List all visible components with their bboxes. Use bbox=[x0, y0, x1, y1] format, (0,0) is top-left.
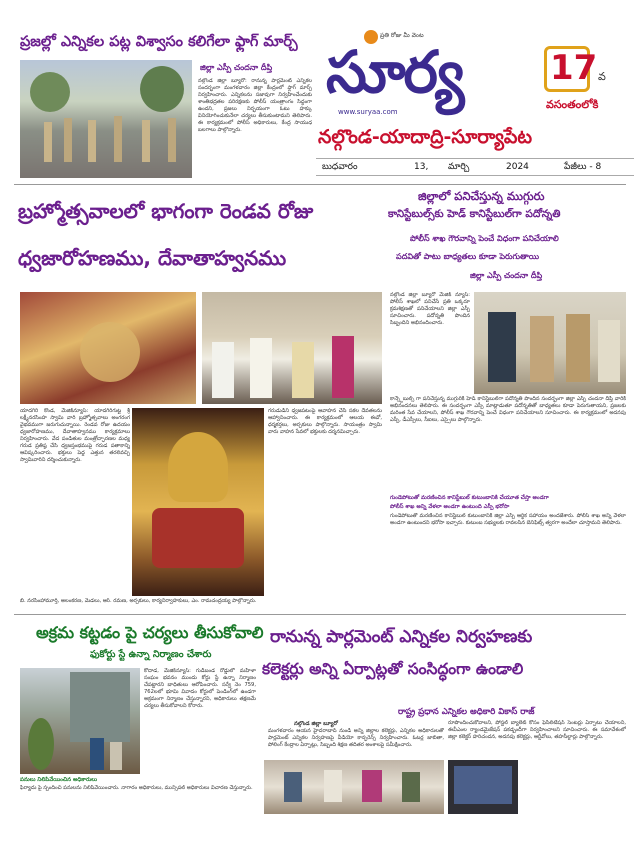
story2-photo-deity bbox=[132, 408, 264, 596]
anniversary-text: వసంతంలోకి bbox=[546, 98, 599, 111]
story3-photo bbox=[474, 292, 626, 394]
story2-photo-right bbox=[202, 292, 382, 404]
date-line bbox=[316, 158, 634, 176]
story5-body-right-tail bbox=[522, 760, 626, 814]
story2-footer: బి. నరసింహామూర్తి, అలంకరణ, మెడలు, ఆర్. రమణ, అర్చకులు, కార్యనిర్వాహకులు, ఎం. రామచంద్రయ్య పాల్గొన్నారు. bbox=[20, 598, 257, 604]
masthead-logo: సూర్య bbox=[326, 38, 463, 106]
story5-photo-screen bbox=[448, 760, 518, 814]
date-month: మార్చి bbox=[448, 162, 470, 172]
story1-headline: ప్రజల్లో ఎన్నికల పట్ల విశ్వాసం కలిగేలా ఫ్లాగ్ మార్చ్ bbox=[20, 34, 298, 50]
story3-headline-line2: కానిస్టేబుల్స్‌కు హెడ్ కానిస్టేబుల్‌గా పదోన్నతి bbox=[388, 208, 561, 220]
story1-body: నల్గొండ జిల్లా బ్యూరో: రానున్న పార్లమెంట్ ఎన్నికల సందర్భంగా మంగళవారం జిల్లా కేంద్రంలో ఫ్లాగ్ మార్చ్ నిర్వహించారు. ఎన్నికలను సజావుగా నిర్వహించేందుకు శాంతిభద్రతల పరిరక్షణకు పోలీస్ యంత్రాంగం సిద్ధంగా ఉందని, ప్రజలు నిర్భయంగా ఓటు హక్కు వినియోగించుకునేలా చర్యలు తీసుకుంటామని తెలిపారు. ఈ కార్యక్రమంలో పోలీస్ అధికారులు, కేంద్ర సాయుధ బలగాలు పాల్గొన్నారు. bbox=[198, 78, 312, 133]
story2-headline-line2: ధ్వజారోహణము, దేవాతాహ్వనము bbox=[18, 246, 287, 270]
story2-body-right: గరుడుడిని ధ్వజపటంపై ఆవాహన చేసి సకల దేవతలను ఆహ్వానించారు. ఈ కార్యక్రమంలో ఆలయ ఈవో, ధర్మకర్తలు, అర్చకులు పాల్గొన్నారు. సాయంత్రం స్వామి వారు వాహన సేవలో భక్తులకు దర్శనమిచ్చారు. bbox=[268, 408, 382, 435]
story3-inline-head2: పోలీస్ శాఖ అన్ని వేళలా అండగా ఉంటుంది ఎస్పీ భరోసా bbox=[390, 504, 510, 510]
story3-subhead-line2: పదవితో పాటు బాధ్యతలు కూడా పెరుగుతాయి bbox=[396, 252, 540, 261]
divider bbox=[14, 184, 626, 185]
story5-headline-line1: రానున్న పార్లమెంట్ ఎన్నికల నిర్వహణకు bbox=[270, 627, 533, 647]
story5-headline-box bbox=[262, 620, 626, 698]
story4-photo bbox=[20, 668, 140, 774]
anniversary-badge bbox=[544, 42, 630, 112]
story4-headline: అక్రమ కట్టడం పై చర్యలు తీసుకోవాలి bbox=[36, 623, 264, 642]
masthead-tagline: ప్రతి రోజు మీ వెంట bbox=[380, 32, 424, 39]
masthead-website: www.suryaa.com bbox=[338, 108, 398, 116]
story1-subhead: జిల్లా ఎస్పీ చందనా దీప్తి bbox=[200, 63, 273, 72]
date-day: 13, bbox=[414, 162, 429, 172]
anniversary-suffix: వ bbox=[598, 70, 606, 83]
story2-photo-left bbox=[20, 292, 196, 404]
story3-headline-line1: జిల్లాలో పనిచేస్తున్న ముగ్గురు bbox=[418, 189, 545, 203]
page-count: పేజీలు - 8 bbox=[564, 162, 602, 172]
masthead-logo-area bbox=[316, 28, 542, 120]
story3-body-tail: గుండెపోటుతో మరణించిన కానిస్టేబుల్ కుటుంబానికి జిల్లా ఎస్పీ ఆర్థిక సహాయం అందజేశారు. పోలీస్ శాఖ అన్ని వేళలా అండగా ఉంటుందని భరోసా ఇచ్చారు. కుటుంబ సభ్యులకు రావలసిన బెనిఫిట్స్ త్వరగా అందేలా చూస్తామని తెలిపారు. bbox=[390, 513, 626, 526]
story3-body-left: నల్గొండ జిల్లా బ్యూరో మేజిక్ న్యూస్: పోలీస్ శాఖలో పనిచేసే ప్రతి ఒక్కరూ క్రమశిక్షణతో పనిచేయాలని జిల్లా ఎస్పీ సూచించారు. పదోన్నతి పొందిన సిబ్బందిని అభినందించారు. bbox=[390, 292, 470, 326]
divider bbox=[14, 614, 626, 615]
story3-inline-head1: గుండెపోటుతో మరణించిన కానిస్టేబుల్ కుటుంబానికి చేయూత చేస్తా అండగా bbox=[390, 495, 549, 501]
story5-subhead: రాష్ట్ర ప్రధాన ఎన్నికల అధికారి వికాస్ రాజ్ bbox=[398, 707, 535, 717]
story5-photo-meeting bbox=[264, 760, 444, 814]
masthead bbox=[316, 28, 634, 184]
story5-body-right: రూపొందించుకోవాలని, పోస్టల్ బ్యాలెట్ కోసం ఫెసిలిటేషన్ సెంటర్లు ఏర్పాటు చేయాలని, ఈవీఎంల ర్యాండమైజేషన్ పకడ్బందీగా నిర్వహించాలని సూచించారు. ఈ సమావేశంలో జిల్లా కలెక్టర్ హరిచందన, అదనపు కలెక్టర్లు, ఆర్డీవోలు, తహసీల్దార్లు పాల్గొన్నారు. bbox=[448, 720, 626, 740]
story2-body-left: యాదగిరి కొండ, మేజిక్‌న్యూస్: యాదగిరిగుట్ట శ్రీ లక్ష్మీనరసింహ స్వామి వారి బ్రహ్మోత్సవాలు అంగరంగ వైభవముగా జరుగుచున్నాయి. రెండవ రోజు ఉదయం ధ్వజారోహణము, దేవాతాహ్వనము కార్యక్రమాలు నిర్వహించారు. వేద పండితుల మంత్రోచ్ఛారణల మధ్య గరుడ ప్రతిష్ఠ చేసి ధ్వజస్తంభముపై గరుడ పతాకాన్ని ఆవిష్కరించారు. భక్తులు పెద్ద ఎత్తున తరలివచ్చి స్వామివారిని దర్శించుకున్నారు. bbox=[20, 408, 130, 463]
story5-headline-line2: కలెక్టర్లు అన్ని ఏర్పాట్లతో సంసిద్ధంగా ఉండాలి bbox=[262, 660, 524, 678]
date-weekday: బుధవారం bbox=[322, 162, 358, 172]
story4-subhead: ఫుకోర్టు స్టే ఉన్నా నిర్మాణం చేశారు bbox=[90, 649, 212, 660]
story5-body-left: మంగళవారం ఆయన హైదరాబాద్ నుండి అన్ని జిల్లాల కలెక్టర్లు, ఎన్నికల అధికారులతో పార్లమెంట్ ఎన్నికల నిర్వహణపై వీడియో కాన్ఫరెన్స్ నిర్వహించారు. ఓటర్ల జాబితా, పోలింగ్ కేంద్రాల ఏర్పాట్లు, సిబ్బంది శిక్షణ తదితర అంశాలపై సమీక్షించారు. bbox=[268, 728, 444, 748]
story4-body-tail: ఫిర్యాదు పై స్పందించి పనులను నిలిపివేయించారు. నాగారం అధికారులు, మున్సిపల్ అధికారులు విచారణ చేస్తున్నారు. bbox=[20, 785, 253, 791]
edition-banner: నల్గొండ-యాదాద్రి-సూర్యాపేట bbox=[318, 126, 533, 148]
story2-headline-box bbox=[14, 188, 384, 286]
story3-body-main: కాన్స్టేబుల్స్ గా పనిచేస్తున్న ముగ్గురికి హెడ్ కానిస్టేబుల్‌గా పదోన్నతి పొందిన సందర్భంగా జిల్లా ఎస్పీ చందనా దీప్తి వారికి అభినందనలు తెలిపారు. ఈ సందర్భంగా ఎస్పీ మాట్లాడుతూ పదోన్నతితో బాధ్యతలు కూడా పెరుగుతాయని, ప్రజలకు మరింత సేవ చేయాలని, పోలీస్ శాఖ గౌరవాన్ని పెంచే విధంగా పనిచేయాలని సూచించారు. ఈ కార్యక్రమంలో అదనపు ఎస్పీ, డీఎస్పీలు, సీఐలు, ఎస్సైలు పాల్గొన్నారు. bbox=[390, 396, 626, 423]
story4-body: కోదాడ, మేజిక్‌న్యూస్: గుడిబండ రోడ్డులో మహిళా సంఘం భవనం ముందు కోర్టు స్టే ఉన్నా నిర్మాణం చేపట్టారని బాధితులు ఆరోపించారు. సర్వే నెం 759, 762లలో భూమి వివాదం కోర్టులో పెండింగ్‌లో ఉండగా అక్రమంగా నిర్మాణం చేస్తున్నారని, అధికారులు తక్షణమే చర్యలు తీసుకోవాలని కోరారు. bbox=[144, 668, 256, 709]
story3-subhead-line1: పోలీస్ శాఖ గౌరవాన్ని పెంచే విధంగా పనిచేయాలి bbox=[410, 234, 559, 243]
story1-photo bbox=[20, 60, 192, 178]
story2-headline-line1: బ్రహ్మోత్సవాలలో భాగంగా రెండవ రోజు bbox=[18, 199, 314, 223]
story5-byline: నల్గొండ జిల్లా బ్యూరో bbox=[294, 721, 338, 727]
story4-inline-head: పనులు నిలిపివేయించిన అధికారులు bbox=[20, 777, 97, 783]
anniversary-number: 17 bbox=[550, 48, 598, 88]
date-year: 2024 bbox=[506, 162, 529, 172]
story3-subhead-line3: జిల్లా ఎస్పీ చందనా దీప్తి bbox=[470, 271, 543, 280]
